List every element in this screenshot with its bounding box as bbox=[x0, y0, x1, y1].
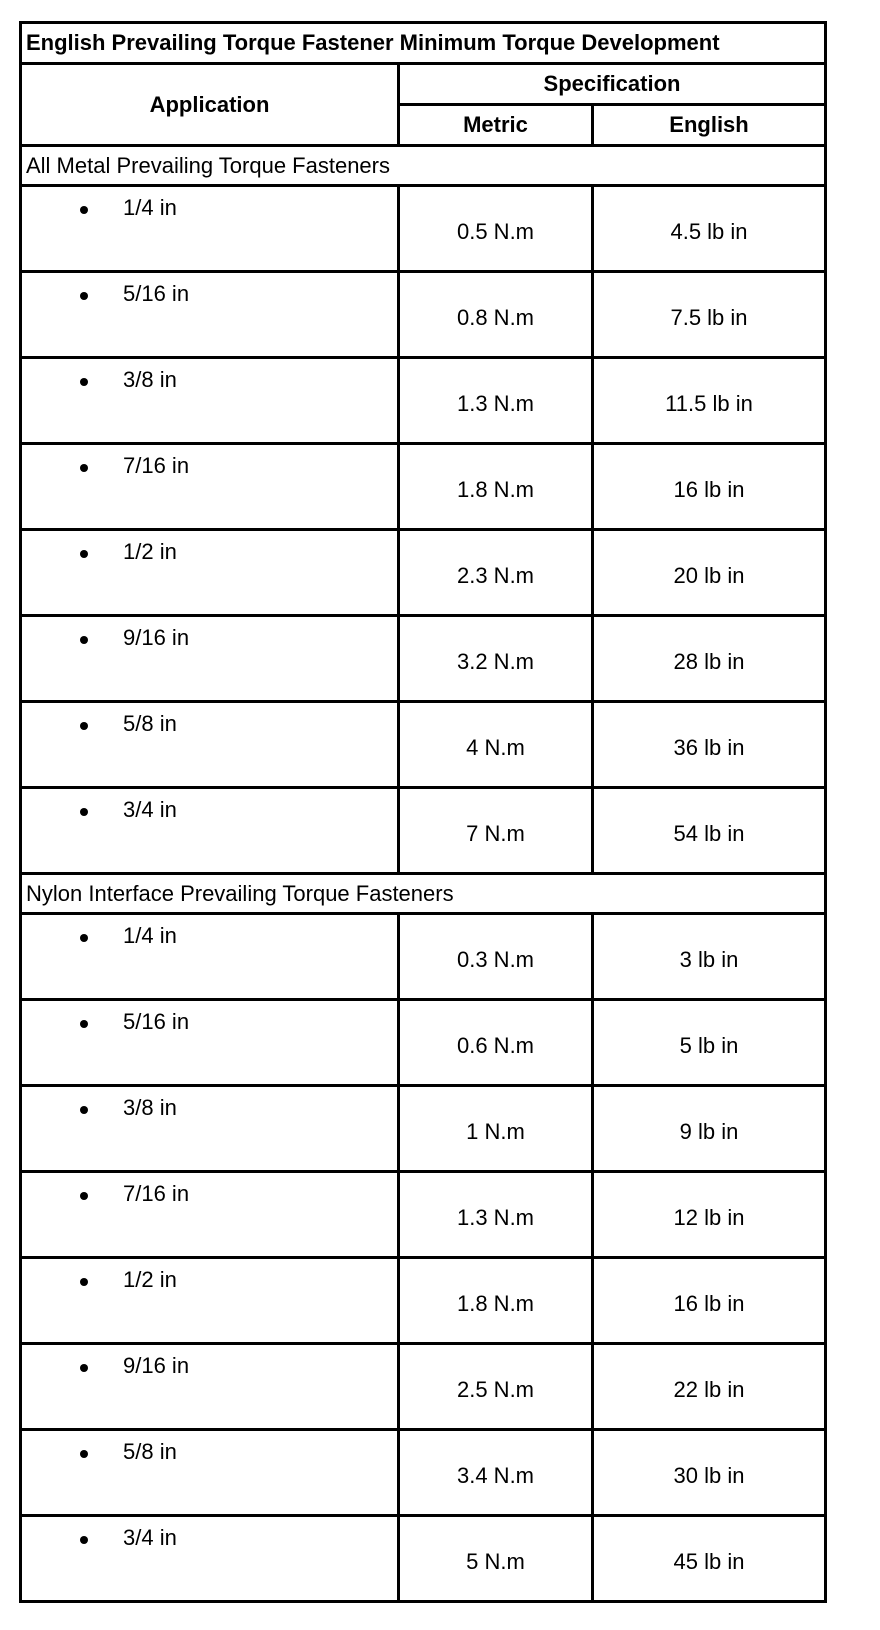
metric-value: 1.3 N.m bbox=[399, 1172, 593, 1258]
metric-header: Metric bbox=[399, 105, 593, 146]
fastener-size: 3/4 in bbox=[123, 797, 177, 822]
table-row bbox=[21, 1172, 826, 1258]
english-value: 28 lb in bbox=[593, 616, 826, 702]
metric-value: 7 N.m bbox=[399, 788, 593, 874]
metric-value: 1.3 N.m bbox=[399, 358, 593, 444]
fastener-size: 1/4 in bbox=[123, 195, 177, 220]
bullet-icon bbox=[80, 1450, 88, 1458]
metric-value: 2.3 N.m bbox=[399, 530, 593, 616]
application-cell bbox=[21, 788, 399, 874]
table-row bbox=[21, 530, 826, 616]
bullet-icon bbox=[80, 206, 88, 214]
table-row bbox=[21, 1344, 826, 1430]
fastener-size: 7/16 in bbox=[123, 1181, 190, 1206]
table-row bbox=[21, 1430, 826, 1516]
application-header: Application bbox=[21, 64, 399, 146]
table-row bbox=[21, 1000, 826, 1086]
table-row bbox=[21, 272, 826, 358]
bullet-icon bbox=[80, 464, 88, 472]
application-cell bbox=[21, 1086, 399, 1172]
fastener-size: 3/4 in bbox=[123, 1525, 177, 1550]
application-cell bbox=[21, 272, 399, 358]
metric-value: 1.8 N.m bbox=[399, 444, 593, 530]
fastener-size: 7/16 in bbox=[123, 453, 190, 478]
fastener-size: 3/8 in bbox=[123, 367, 177, 392]
table-row bbox=[21, 444, 826, 530]
metric-value: 0.8 N.m bbox=[399, 272, 593, 358]
bullet-icon bbox=[80, 934, 88, 942]
metric-value: 2.5 N.m bbox=[399, 1344, 593, 1430]
application-cell bbox=[21, 616, 399, 702]
fastener-size: 5/8 in bbox=[123, 711, 177, 736]
table-row bbox=[21, 702, 826, 788]
torque-spec-table bbox=[19, 21, 827, 1603]
application-cell bbox=[21, 1172, 399, 1258]
english-value: 20 lb in bbox=[593, 530, 826, 616]
english-value: 12 lb in bbox=[593, 1172, 826, 1258]
bullet-icon bbox=[80, 1278, 88, 1286]
english-value: 30 lb in bbox=[593, 1430, 826, 1516]
metric-value: 3.2 N.m bbox=[399, 616, 593, 702]
bullet-icon bbox=[80, 1106, 88, 1114]
application-cell bbox=[21, 1258, 399, 1344]
bullet-icon bbox=[80, 292, 88, 300]
application-cell bbox=[21, 1516, 399, 1602]
application-cell bbox=[21, 1000, 399, 1086]
application-cell bbox=[21, 1344, 399, 1430]
header-row-1 bbox=[21, 64, 826, 105]
table-row bbox=[21, 616, 826, 702]
english-value: 7.5 lb in bbox=[593, 272, 826, 358]
metric-value: 3.4 N.m bbox=[399, 1430, 593, 1516]
bullet-icon bbox=[80, 1192, 88, 1200]
english-value: 45 lb in bbox=[593, 1516, 826, 1602]
application-cell bbox=[21, 1430, 399, 1516]
table-row bbox=[21, 788, 826, 874]
fastener-size: 5/8 in bbox=[123, 1439, 177, 1464]
metric-value: 0.3 N.m bbox=[399, 914, 593, 1000]
table-body bbox=[21, 146, 826, 1602]
metric-value: 1.8 N.m bbox=[399, 1258, 593, 1344]
application-cell bbox=[21, 914, 399, 1000]
table-row bbox=[21, 358, 826, 444]
table-row bbox=[21, 186, 826, 272]
application-cell bbox=[21, 702, 399, 788]
specification-header: Specification bbox=[399, 64, 826, 105]
bullet-icon bbox=[80, 1364, 88, 1372]
english-value: 16 lb in bbox=[593, 1258, 826, 1344]
fastener-size: 1/2 in bbox=[123, 1267, 177, 1292]
application-cell bbox=[21, 530, 399, 616]
bullet-icon bbox=[80, 636, 88, 644]
application-cell bbox=[21, 186, 399, 272]
bullet-icon bbox=[80, 378, 88, 386]
application-cell bbox=[21, 444, 399, 530]
english-value: 22 lb in bbox=[593, 1344, 826, 1430]
english-value: 54 lb in bbox=[593, 788, 826, 874]
application-cell bbox=[21, 358, 399, 444]
metric-value: 0.5 N.m bbox=[399, 186, 593, 272]
english-value: 36 lb in bbox=[593, 702, 826, 788]
fastener-size: 5/16 in bbox=[123, 281, 190, 306]
english-header: English bbox=[593, 105, 826, 146]
bullet-icon bbox=[80, 1020, 88, 1028]
table-row bbox=[21, 1086, 826, 1172]
section-label: All Metal Prevailing Torque Fasteners bbox=[21, 146, 826, 186]
metric-value: 4 N.m bbox=[399, 702, 593, 788]
table-row bbox=[21, 914, 826, 1000]
title-row bbox=[21, 23, 826, 64]
english-value: 5 lb in bbox=[593, 1000, 826, 1086]
english-value: 9 lb in bbox=[593, 1086, 826, 1172]
bullet-icon bbox=[80, 808, 88, 816]
metric-value: 0.6 N.m bbox=[399, 1000, 593, 1086]
fastener-size: 3/8 in bbox=[123, 1095, 177, 1120]
fastener-size: 9/16 in bbox=[123, 1353, 190, 1378]
english-value: 11.5 lb in bbox=[593, 358, 826, 444]
metric-value: 5 N.m bbox=[399, 1516, 593, 1602]
fastener-size: 9/16 in bbox=[123, 625, 190, 650]
fastener-size: 1/2 in bbox=[123, 539, 177, 564]
section-row bbox=[21, 146, 826, 186]
bullet-icon bbox=[80, 1536, 88, 1544]
bullet-icon bbox=[80, 722, 88, 730]
table-row bbox=[21, 1258, 826, 1344]
table-title: English Prevailing Torque Fastener Minimum Torque Development bbox=[21, 23, 826, 64]
table-row bbox=[21, 1516, 826, 1602]
fastener-size: 5/16 in bbox=[123, 1009, 190, 1034]
bullet-icon bbox=[80, 550, 88, 558]
section-label: Nylon Interface Prevailing Torque Fasteners bbox=[21, 874, 826, 914]
section-row bbox=[21, 874, 826, 914]
english-value: 16 lb in bbox=[593, 444, 826, 530]
english-value: 4.5 lb in bbox=[593, 186, 826, 272]
fastener-size: 1/4 in bbox=[123, 923, 177, 948]
english-value: 3 lb in bbox=[593, 914, 826, 1000]
metric-value: 1 N.m bbox=[399, 1086, 593, 1172]
